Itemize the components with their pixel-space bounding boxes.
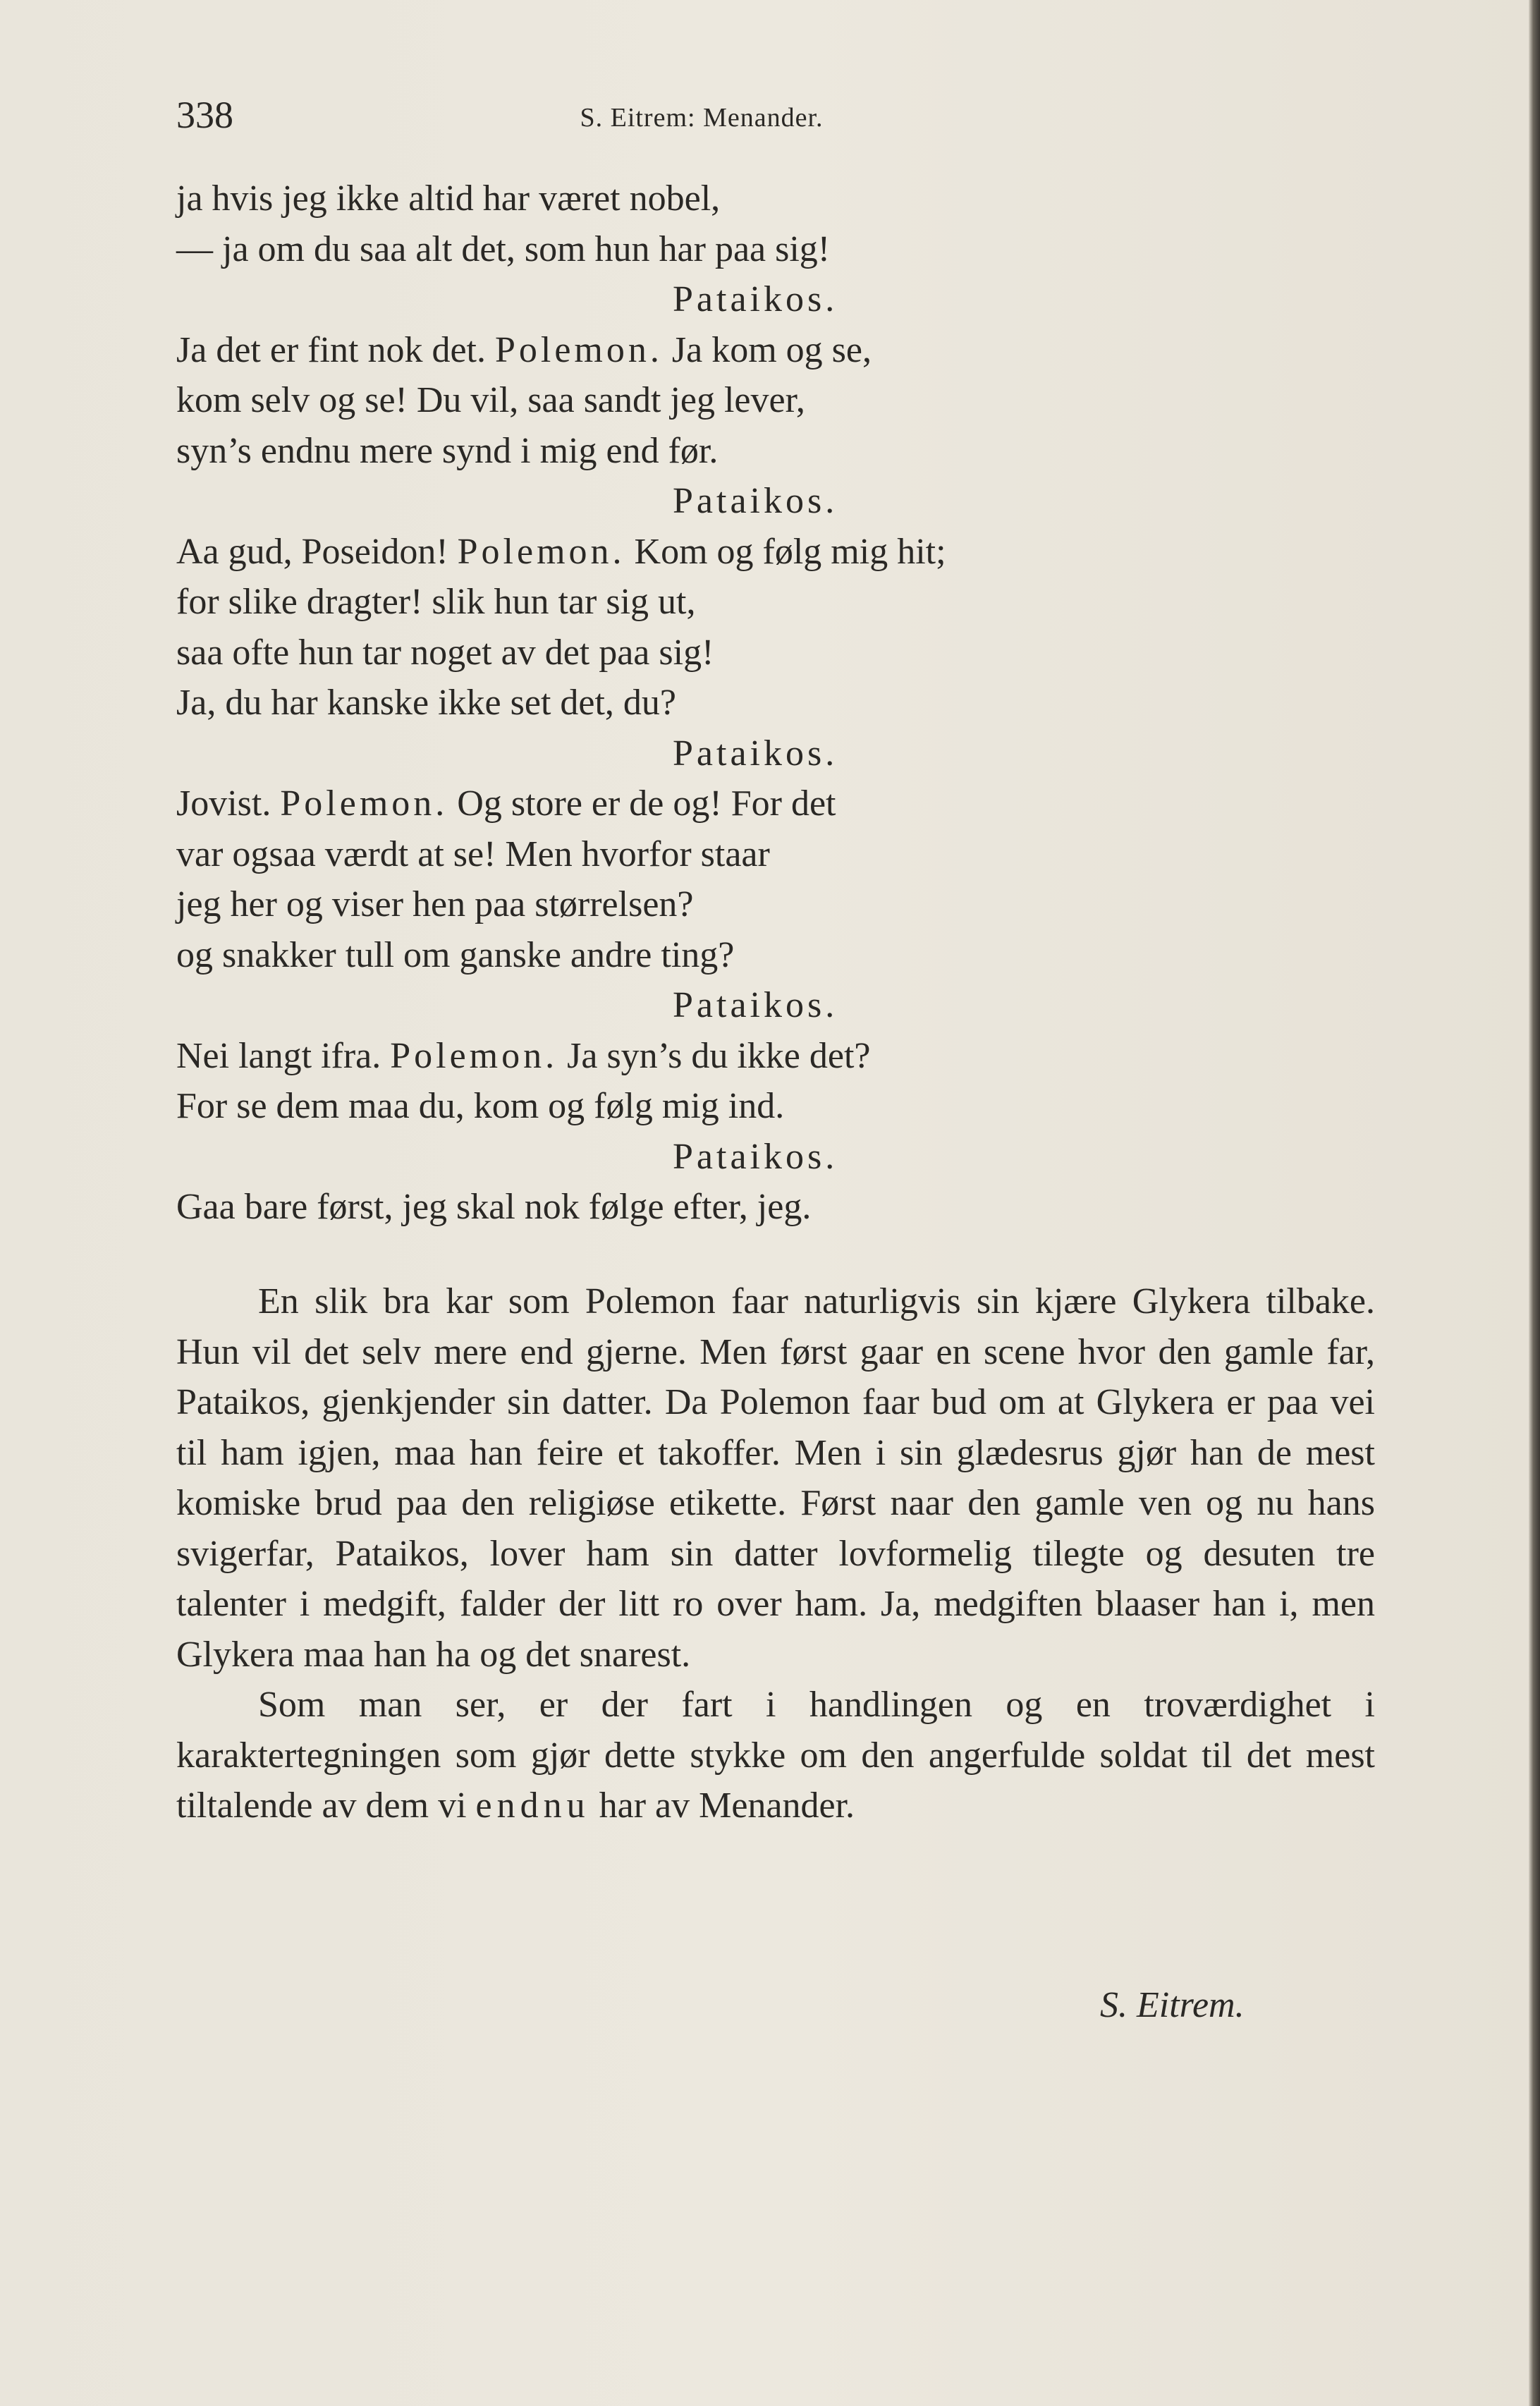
speaker-name: Pataikos.	[673, 985, 838, 1025]
verse-line: syn’s endnu mere synd i mig end før.	[176, 430, 719, 471]
speaker-name: Polemon.	[494, 329, 663, 370]
verse-line: og snakker tull om ganske andre ting?	[176, 934, 735, 975]
verse-line: Gaa bare først, jeg skal nok følge efter, jeg.	[176, 1187, 812, 1227]
author-signature: S. Eitrem.	[1100, 1985, 1245, 2025]
speaker-name: Pataikos.	[673, 279, 838, 319]
speaker-name: Polemon.	[280, 783, 448, 824]
prose-body	[176, 1276, 1375, 1831]
speaker-name: Pataikos.	[673, 733, 838, 774]
verse-line	[176, 1031, 1276, 1082]
verse-text: Ja det er fint nok det.	[176, 329, 495, 370]
spaced-emphasis: endnu	[475, 1785, 590, 1826]
verse-line	[176, 778, 1276, 829]
prose-text: har av Menander.	[589, 1785, 855, 1826]
verse-text: Jovist.	[176, 783, 281, 824]
verse-line: jeg her og viser hen paa størrelsen?	[176, 884, 694, 924]
verse-line: — ja om du saa alt det, som hun har paa sig!	[176, 228, 831, 269]
verse-line: kom selv og se! Du vil, saa sandt jeg lever,	[176, 380, 805, 420]
verse-line: For se dem maa du, kom og følg mig ind.	[176, 1086, 785, 1126]
verse-line: saa ofte hun tar noget av det paa sig!	[176, 632, 714, 673]
prose-text: Som man ser, er der fart i handlingen og en troværdighet i karaktertegningen som gjør dette stykke om den angerfulde soldat til det mest tiltalende av dem vi	[176, 1685, 1375, 1826]
speaker-name: Pataikos.	[673, 1136, 838, 1177]
verse-line: Ja, du har kanske ikke set det, du?	[176, 683, 677, 723]
speaker-name: Polemon.	[457, 531, 625, 572]
speaker-name: Pataikos.	[673, 481, 838, 521]
verse-line: var ogsaa værdt at se! Men hvorfor staar	[176, 833, 770, 874]
verse-text: Nei langt ifra.	[176, 1035, 391, 1076]
verse-line	[176, 325, 1276, 376]
running-head: S. Eitrem: Menander.	[580, 103, 824, 133]
verse-text: Og store er de og! For det	[448, 783, 836, 824]
prose-paragraph	[176, 1680, 1375, 1831]
verse-text: Ja syn’s du ikke det?	[558, 1035, 871, 1076]
verse-text: Ja kom og se,	[662, 329, 872, 370]
verse-text: Aa gud, Poseidon!	[176, 531, 458, 572]
page-header	[176, 90, 1227, 140]
verse-dialogue	[176, 173, 1276, 1233]
prose-paragraph: En slik bra kar som Polemon faar naturligvis sin kjære Glykera tilbake. Hun vil det selv mere end gjerne. Men først gaar en scene hvor den gamle far, Pataikos, gjenkjender sin datter. Da Polemon faar bud om at Glykera er paa vei til ham igjen, maa han feire et takoffer. Men i sin glædesrus gjør han de mest komiske brud paa den religiøse etikette. Først naar den gamle ven og nu hans svigerfar, Pataikos, lover ham sin datter lovformelig tilegte og desuten tre talenter i medgift, falder der litt ro over ham. Ja, medgiften blaaser han i, men Glykera maa han ha og det snarest.	[176, 1281, 1375, 1675]
verse-line	[176, 527, 1276, 578]
page-edge-shadow	[1529, 0, 1540, 2406]
verse-line: ja hvis jeg ikke altid har været nobel,	[176, 178, 721, 219]
speaker-name: Polemon.	[390, 1035, 558, 1076]
verse-line: for slike dragter! slik hun tar sig ut,	[176, 582, 696, 622]
page-number: 338	[176, 94, 233, 136]
verse-text: Kom og følg mig hit;	[625, 531, 946, 572]
